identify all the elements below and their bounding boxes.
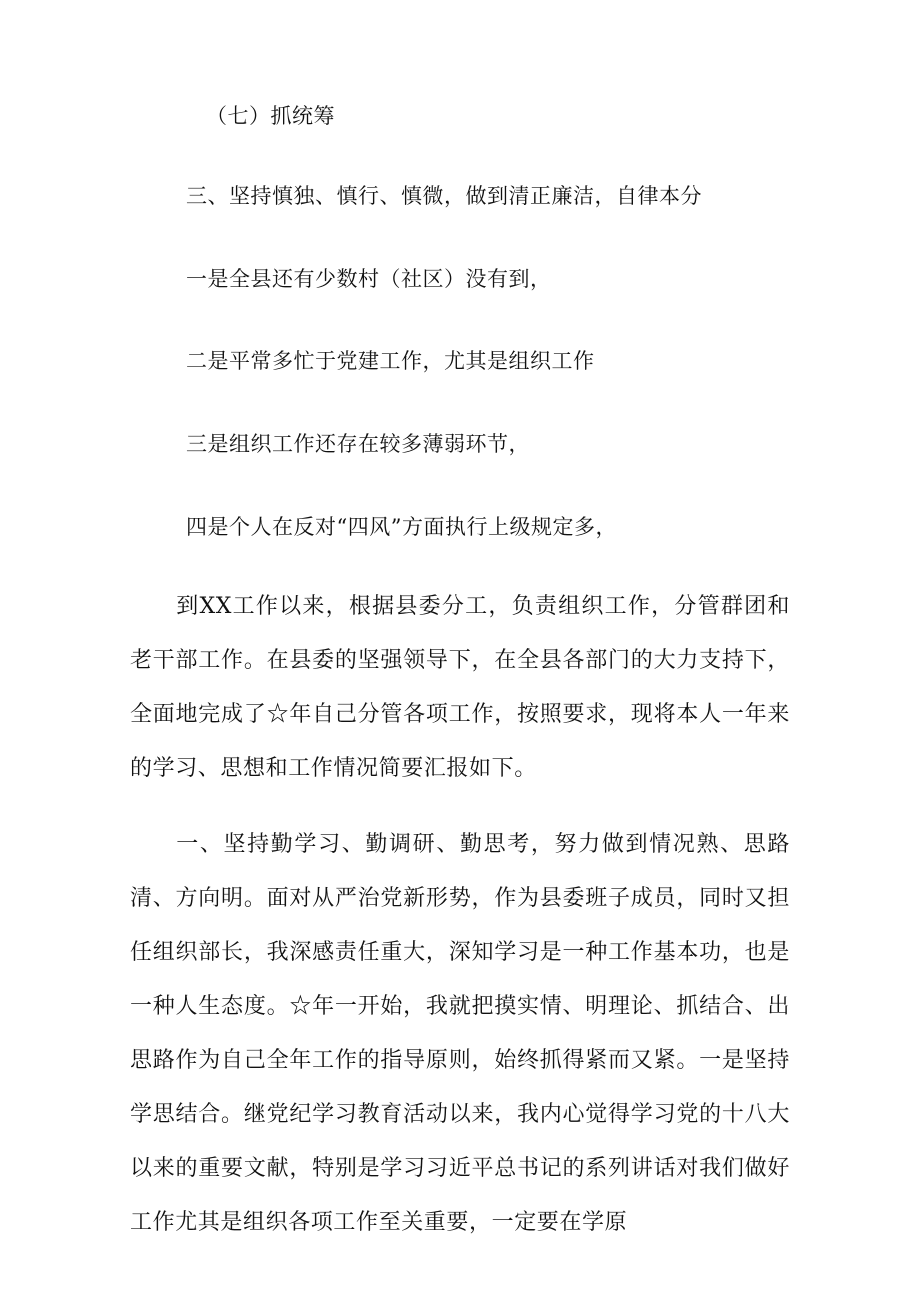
list-item-4: 四是个人在反对“四风”方面执行上级规定多， [186, 515, 617, 539]
list-item-2: 二是平常多忙于党建工作，尤其是组织工作 [186, 349, 595, 373]
section-heading-3: 三、坚持慎独、慎行、慎微，做到清正廉洁，自律本分 [186, 184, 702, 208]
list-item-3: 三是组织工作还存在较多薄弱环节， [186, 432, 530, 456]
body-paragraph-section-1: 一、坚持勤学习、勤调研、勤思考，努力做到情况熟、思路清、方向明。面对从严治党新形势，作为县委班子成员，同时又担任组织部长，我深感责任重大，深知学习是一种工作基本功，也是一种人生态度。☆年一开始，我就把摸实情、明理论、抓结合、出思路作为自己全年工作的指导原则，始终抓得紧而又紧。一是坚持学思结合。继党纪学习教育活动以来，我内心觉得学习党的十八大以来的重要文献，特别是学习习近平总书记的系列讲话对我们做好工作尤其是组织各项工作至关重要，一定要在学原 [130, 832, 790, 1235]
list-item-1: 一是全县还有少数村（社区）没有到， [186, 267, 552, 291]
body-paragraph-intro: 到XX工作以来，根据县委分工，负责组织工作，分管群团和老干部工作。在县委的坚强领导下，在全县各部门的大力支持下，全面地完成了☆年自己分管各项工作，按照要求，现将本人一年来的学习、思想和工作情况简要汇报如下。 [130, 594, 790, 781]
section-heading-7: （七）抓统筹 [206, 104, 335, 128]
